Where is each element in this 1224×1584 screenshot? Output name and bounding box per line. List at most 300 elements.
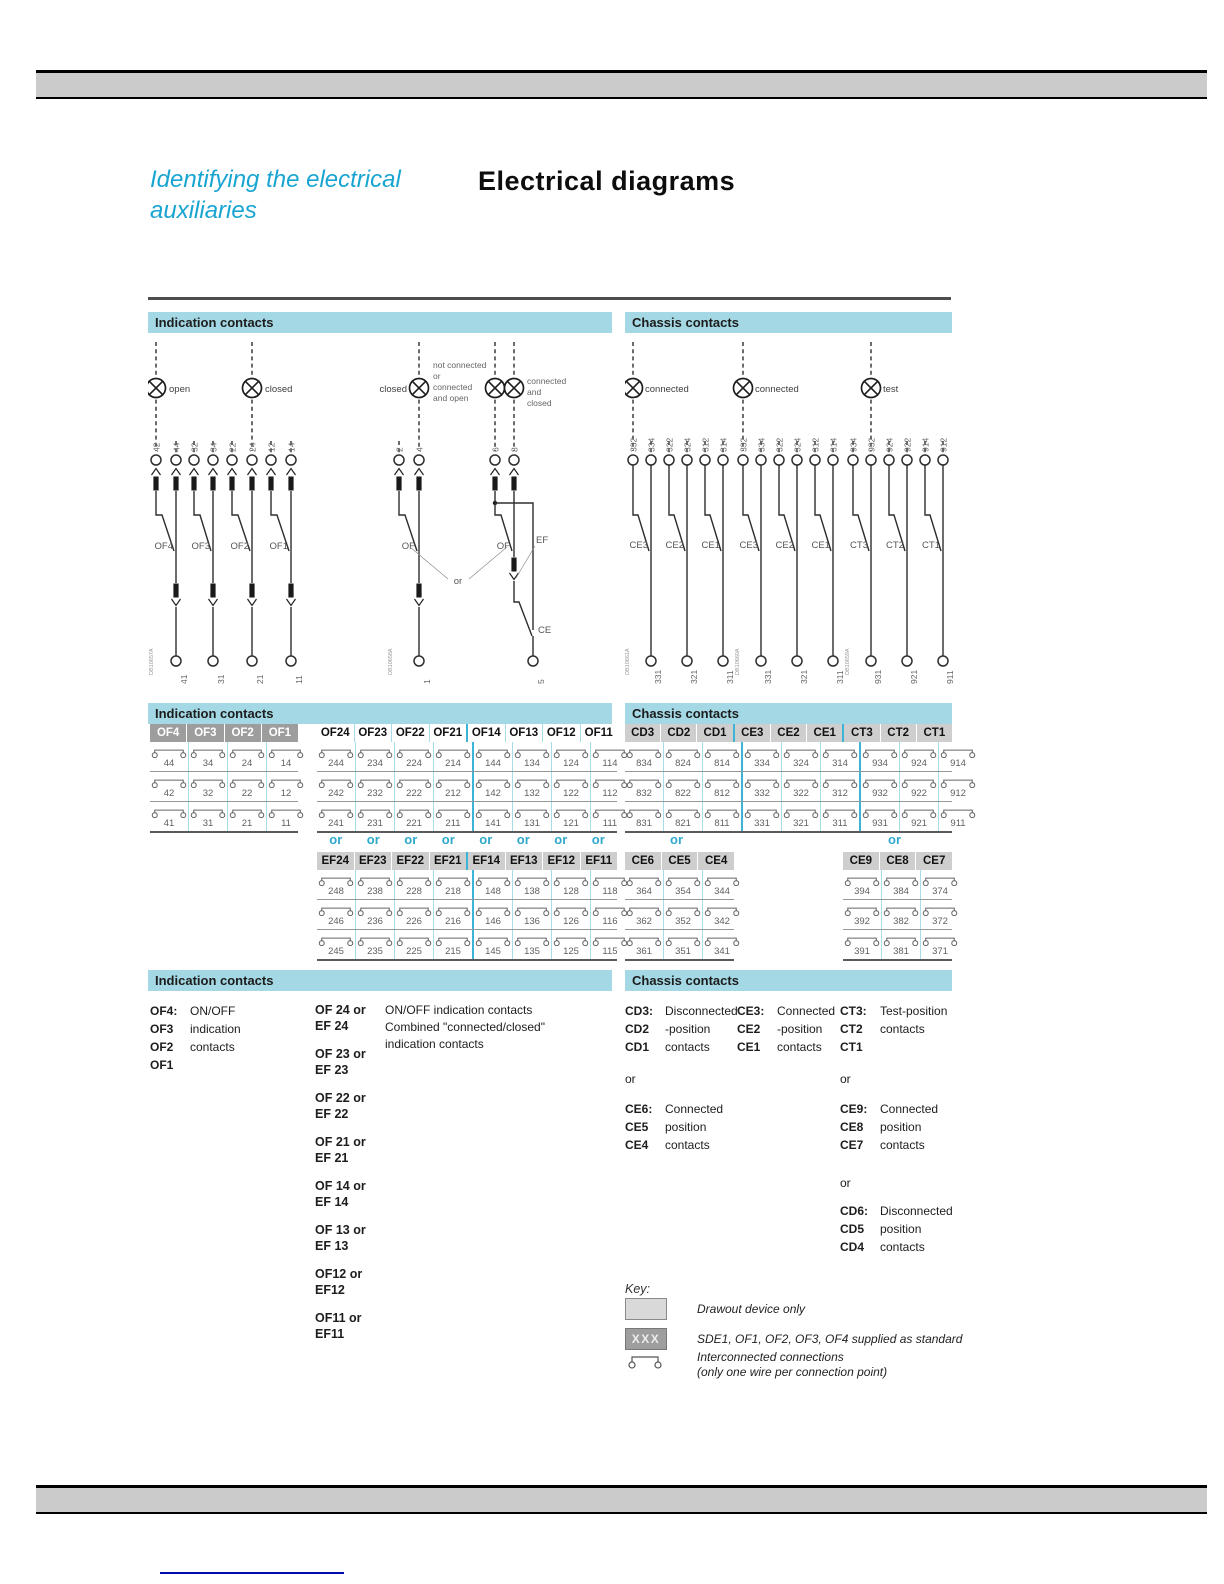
terminal-number: 146 bbox=[485, 916, 501, 927]
contact-cell bbox=[355, 802, 394, 831]
contact-symbol-icon bbox=[474, 776, 512, 788]
contact-symbol-icon bbox=[782, 746, 820, 758]
contact-cell bbox=[394, 772, 433, 801]
contact-symbol-icon bbox=[317, 806, 355, 818]
or-label: or bbox=[591, 832, 605, 847]
contact-symbol-icon bbox=[703, 746, 741, 758]
contact-cell bbox=[433, 802, 472, 831]
section-header-chassis-diagrams: Chassis contacts bbox=[625, 312, 952, 333]
contact-cell bbox=[551, 870, 590, 899]
contact-symbol-icon bbox=[434, 746, 472, 758]
terminal-number: 351 bbox=[675, 946, 691, 957]
terminal-number: 924 bbox=[884, 437, 895, 452]
terminal-number: 911 bbox=[950, 818, 966, 829]
of-ef-pair: OF12 or EF12 bbox=[315, 1267, 363, 1297]
contact-cell bbox=[317, 772, 355, 801]
column-header: OF21 bbox=[429, 724, 467, 742]
contact-symbol-icon bbox=[189, 776, 227, 788]
contact-cell bbox=[702, 870, 741, 899]
terminal-number: 382 bbox=[893, 916, 909, 927]
contact-cell bbox=[150, 742, 188, 771]
contact-symbol-icon bbox=[921, 934, 959, 946]
terminal-number: 314 bbox=[828, 437, 839, 452]
terminal-number: 344 bbox=[714, 886, 730, 897]
terminal-number: 322 bbox=[774, 437, 785, 452]
column-header: CD2 bbox=[660, 724, 696, 742]
terminal-number: 324 bbox=[682, 437, 693, 452]
terminal-number: 225 bbox=[406, 946, 422, 957]
terminal-number: 312 bbox=[810, 437, 821, 452]
contact-description-line: CD1 contacts bbox=[625, 1040, 710, 1054]
contact-cell bbox=[625, 772, 663, 801]
contact-symbol-icon bbox=[703, 934, 741, 946]
contact-cell bbox=[551, 742, 590, 771]
terminal-number: 24 bbox=[241, 758, 253, 769]
contact-symbol-icon bbox=[703, 904, 741, 916]
contact-description-line: OF2 contacts bbox=[150, 1040, 235, 1054]
or-label: or bbox=[366, 832, 380, 847]
contact-symbol-icon bbox=[664, 874, 702, 886]
contact-symbol-icon bbox=[317, 746, 355, 758]
switch-label: CE2 bbox=[775, 540, 794, 551]
contact-symbol-icon bbox=[625, 874, 663, 886]
contact-cell bbox=[590, 742, 629, 771]
terminal-number: 11 bbox=[281, 818, 291, 829]
contact-symbol-icon bbox=[356, 874, 394, 886]
switch-label: OF2 bbox=[230, 541, 249, 552]
contact-symbol-icon bbox=[474, 934, 512, 946]
contact-cell bbox=[317, 802, 355, 831]
terminal-number: 32 bbox=[189, 442, 200, 452]
column-header: OF13 bbox=[505, 724, 543, 742]
drawing-code: DB10660A bbox=[735, 648, 741, 675]
contact-symbol-icon bbox=[189, 806, 227, 818]
contact-cell bbox=[394, 930, 433, 959]
column-header: OF12 bbox=[542, 724, 580, 742]
terminal-number: 332 bbox=[628, 437, 639, 452]
column-header: CE6 bbox=[625, 852, 661, 870]
contact-symbol-icon bbox=[150, 776, 188, 788]
contact-cell bbox=[625, 900, 663, 929]
terminal-number: 214 bbox=[445, 758, 461, 769]
contact-symbol-icon bbox=[882, 934, 920, 946]
terminal-number: 128 bbox=[563, 886, 579, 897]
or-label: or bbox=[625, 1072, 636, 1086]
terminal-number: 314 bbox=[832, 758, 848, 769]
terminal-number: 312 bbox=[700, 437, 711, 452]
contact-cell bbox=[188, 772, 227, 801]
contact-cell bbox=[317, 742, 355, 771]
lamp-label: test bbox=[883, 384, 899, 395]
contact-cell bbox=[355, 870, 394, 899]
column-header: CE5 bbox=[661, 852, 698, 870]
contact-cell bbox=[663, 742, 702, 771]
terminal-number: 11 bbox=[294, 675, 304, 684]
switch-label: CT3 bbox=[850, 540, 868, 551]
terminal-number: 44 bbox=[171, 442, 182, 452]
description-line: indication contacts bbox=[385, 1037, 484, 1051]
terminal-number: 144 bbox=[485, 758, 501, 769]
switch-label: CE1 bbox=[701, 540, 720, 551]
contact-symbol-icon bbox=[591, 904, 629, 916]
terminal-number: 218 bbox=[445, 886, 461, 897]
lamp-label: connected bbox=[645, 384, 689, 395]
switch-label: EF bbox=[536, 535, 549, 546]
terminal-number: 211 bbox=[445, 818, 461, 829]
terminal-number: 121 bbox=[563, 818, 579, 829]
contact-cell bbox=[472, 900, 512, 929]
contact-symbol-icon bbox=[434, 904, 472, 916]
terminal-number: 248 bbox=[328, 886, 344, 897]
column-header: CE3 bbox=[733, 724, 770, 742]
terminal-number: 324 bbox=[792, 437, 803, 452]
contact-symbol-icon bbox=[267, 806, 305, 818]
terminal-number: 821 bbox=[675, 818, 691, 829]
footer-link-underline[interactable] bbox=[160, 1572, 344, 1574]
terminal-number: 141 bbox=[485, 818, 501, 829]
column-header: EF12 bbox=[542, 852, 580, 870]
contact-symbol-icon bbox=[703, 776, 741, 788]
contact-cell bbox=[920, 930, 959, 959]
or-label: or bbox=[840, 1176, 851, 1190]
terminal-number: 321 bbox=[689, 669, 699, 684]
terminal-number: 42 bbox=[151, 442, 162, 452]
contact-cell bbox=[394, 802, 433, 831]
terminal-number: 332 bbox=[754, 788, 770, 799]
terminal-number: 34 bbox=[202, 758, 214, 769]
contact-cell bbox=[843, 900, 881, 929]
terminal-number: 238 bbox=[367, 886, 383, 897]
contact-symbol-icon bbox=[513, 904, 551, 916]
contact-symbol-icon bbox=[900, 776, 938, 788]
terminal-number: 148 bbox=[485, 886, 501, 897]
terminal-number: 364 bbox=[636, 886, 652, 897]
contact-description-line: CE3: Connected bbox=[737, 1004, 836, 1018]
contact-symbol-icon bbox=[843, 904, 881, 916]
section-header-chassis-table: Chassis contacts bbox=[625, 703, 952, 724]
terminal-number: 912 bbox=[938, 437, 949, 452]
terminal-number: 145 bbox=[485, 946, 501, 957]
section-header-indication-text: Indication contacts bbox=[148, 970, 612, 991]
contact-symbol-icon bbox=[434, 934, 472, 946]
contact-symbol-icon bbox=[900, 806, 938, 818]
cd456-description bbox=[840, 1202, 953, 1256]
contact-description-line: CT1 bbox=[840, 1040, 863, 1054]
contact-cell bbox=[512, 802, 551, 831]
lamp-closed-icon bbox=[243, 379, 262, 398]
contact-symbol-icon bbox=[356, 934, 394, 946]
terminal-number: 311 bbox=[832, 818, 848, 829]
terminal-number: 342 bbox=[714, 916, 730, 927]
terminal-number: 125 bbox=[563, 946, 579, 957]
contact-cell bbox=[472, 930, 512, 959]
of-ef-pair: OF 21 or EF 21 bbox=[315, 1135, 366, 1165]
ce789-description bbox=[840, 1100, 938, 1154]
contact-cell bbox=[227, 802, 266, 831]
contact-symbol-icon bbox=[921, 904, 959, 916]
contact-symbol-icon bbox=[861, 776, 899, 788]
contact-symbol-icon bbox=[782, 776, 820, 788]
contact-symbol-icon bbox=[552, 776, 590, 788]
contact-cell bbox=[150, 772, 188, 801]
terminal-number: 814 bbox=[714, 758, 730, 769]
or-row bbox=[317, 832, 617, 847]
terminal-number: 115 bbox=[602, 946, 618, 957]
column-header: CT3 bbox=[842, 724, 879, 742]
drawing-code: DB10658A bbox=[388, 648, 394, 675]
terminal-number: 126 bbox=[563, 916, 579, 927]
terminal-number: 216 bbox=[445, 916, 461, 927]
contact-symbol-icon bbox=[591, 806, 629, 818]
terminal-number: 12 bbox=[280, 788, 292, 799]
contact-cell bbox=[512, 742, 551, 771]
lamp-label: connected bbox=[527, 376, 567, 386]
terminal-number: 921 bbox=[911, 818, 927, 829]
terminal-number: 934 bbox=[848, 437, 859, 452]
contact-cell bbox=[590, 772, 629, 801]
terminal-number: 215 bbox=[445, 946, 461, 957]
terminal-number: 812 bbox=[714, 788, 730, 799]
terminal-number: 244 bbox=[328, 758, 344, 769]
contact-description-line: CT3: Test-position bbox=[840, 1004, 948, 1018]
contact-description-line: CE5 position bbox=[625, 1120, 707, 1134]
indication-of2x-table bbox=[317, 724, 617, 833]
or-label: or bbox=[888, 832, 901, 847]
contact-cell bbox=[227, 772, 266, 801]
switch-label: OF bbox=[401, 541, 415, 552]
contact-cell bbox=[702, 742, 741, 771]
contact-cell bbox=[512, 900, 551, 929]
or-label: or bbox=[453, 576, 463, 587]
contact-symbol-icon bbox=[267, 776, 305, 788]
contact-symbol-icon bbox=[625, 746, 663, 758]
contact-symbol-icon bbox=[921, 874, 959, 886]
terminal-number: 34 bbox=[208, 442, 219, 452]
contact-cell bbox=[881, 930, 920, 959]
lamp-connected-icon bbox=[734, 379, 753, 398]
contact-cell bbox=[781, 772, 820, 801]
indication-ef-table bbox=[317, 852, 617, 961]
contact-cell bbox=[625, 870, 663, 899]
switch-label: OF bbox=[496, 541, 510, 552]
terminal-number: 221 bbox=[406, 818, 422, 829]
contact-symbol-icon bbox=[474, 874, 512, 886]
chassis-main-table bbox=[625, 724, 966, 833]
terminal-number: 112 bbox=[602, 788, 618, 799]
contact-cell bbox=[590, 802, 629, 831]
terminal-number: 116 bbox=[602, 916, 618, 927]
contact-symbol-icon bbox=[395, 746, 433, 758]
contact-symbol-icon bbox=[150, 806, 188, 818]
column-header: OF1 bbox=[261, 724, 298, 742]
switch-label: CT1 bbox=[922, 540, 940, 551]
terminal-number: 111 bbox=[602, 818, 618, 829]
contact-cell bbox=[433, 900, 472, 929]
terminal-number: 324 bbox=[793, 758, 809, 769]
indication-of-description bbox=[150, 1002, 241, 1074]
contact-description-line: CD4 contacts bbox=[840, 1240, 925, 1254]
terminal-number: 22 bbox=[241, 788, 253, 799]
contact-cell bbox=[551, 772, 590, 801]
column-header: EF21 bbox=[429, 852, 467, 870]
terminal-number: 331 bbox=[763, 669, 773, 684]
contact-cell bbox=[472, 742, 512, 771]
cd-description bbox=[625, 1002, 738, 1056]
contact-symbol-icon bbox=[843, 874, 881, 886]
contact-cell bbox=[881, 870, 920, 899]
contact-symbol-icon bbox=[267, 746, 305, 758]
or-label: or bbox=[670, 832, 683, 847]
column-header: OF3 bbox=[186, 724, 223, 742]
lamp-connected-closed-icon bbox=[505, 379, 524, 398]
lamp-label: open bbox=[169, 384, 191, 395]
lamp-label: closed bbox=[265, 384, 293, 395]
column-header: CE7 bbox=[915, 852, 952, 870]
contact-symbol-icon bbox=[552, 806, 590, 818]
page-subtitle bbox=[150, 164, 401, 226]
bottom-divider-band bbox=[36, 1485, 1207, 1514]
contact-symbol-icon bbox=[552, 904, 590, 916]
switch-label: CE bbox=[538, 625, 552, 636]
contact-cell bbox=[663, 900, 702, 929]
lamp-label: or bbox=[433, 371, 441, 381]
contact-cell bbox=[663, 870, 702, 899]
contact-description-line: CE9: Connected bbox=[840, 1102, 939, 1116]
contact-symbol-icon bbox=[395, 776, 433, 788]
contact-symbol-icon bbox=[625, 776, 663, 788]
contact-symbol-icon bbox=[743, 776, 781, 788]
contact-cell bbox=[702, 802, 741, 831]
terminal-number: 31 bbox=[216, 674, 226, 684]
contact-symbol-icon bbox=[317, 934, 355, 946]
terminal-number: 44 bbox=[163, 758, 175, 769]
key-drawout-text: Drawout device only bbox=[697, 1302, 806, 1316]
contact-symbol-icon bbox=[591, 776, 629, 788]
contact-description-line: OF4: ON/OFF bbox=[150, 1004, 236, 1018]
contact-symbol-icon bbox=[395, 874, 433, 886]
lamp-test-icon bbox=[862, 379, 881, 398]
or-label: or bbox=[329, 832, 343, 847]
terminal-number: 391 bbox=[854, 946, 870, 957]
contact-symbol-icon bbox=[900, 746, 938, 758]
terminal-number: 932 bbox=[872, 788, 888, 799]
contact-symbol-icon bbox=[552, 746, 590, 758]
contact-symbol-icon bbox=[395, 934, 433, 946]
contact-cell bbox=[590, 930, 629, 959]
column-header: CE4 bbox=[697, 852, 734, 870]
contact-symbol-icon bbox=[882, 874, 920, 886]
or-label: or bbox=[441, 832, 455, 847]
contact-cell bbox=[472, 802, 512, 831]
contact-description-line: CD3: Disconnected bbox=[625, 1004, 738, 1018]
contact-symbol-icon bbox=[356, 904, 394, 916]
terminal-number: 222 bbox=[406, 788, 422, 799]
terminal-number: 226 bbox=[406, 916, 422, 927]
contact-cell bbox=[394, 742, 433, 771]
lamp-connected-icon bbox=[625, 379, 643, 398]
terminal-number: 911 bbox=[945, 670, 955, 684]
contact-symbol-icon bbox=[395, 904, 433, 916]
contact-cell bbox=[781, 802, 820, 831]
contact-cell bbox=[625, 930, 663, 959]
contact-symbol-icon bbox=[513, 746, 551, 758]
contact-description-line: OF1 bbox=[150, 1058, 174, 1072]
lamp-label: and open bbox=[433, 393, 469, 403]
terminal-number: 8 bbox=[509, 447, 520, 452]
contact-symbol-icon bbox=[228, 776, 266, 788]
terminal-number: 394 bbox=[854, 886, 870, 897]
contact-cell bbox=[551, 930, 590, 959]
description-line: Combined "connected/closed" bbox=[385, 1020, 545, 1034]
contact-cell bbox=[355, 772, 394, 801]
contact-cell bbox=[741, 742, 781, 771]
terminal-number: 332 bbox=[738, 437, 749, 452]
contact-symbol-icon bbox=[552, 874, 590, 886]
terminal-number: 246 bbox=[328, 916, 344, 927]
contact-cell bbox=[625, 742, 663, 771]
column-header: EF11 bbox=[580, 852, 618, 870]
contact-symbol-icon bbox=[664, 904, 702, 916]
contact-cell bbox=[881, 900, 920, 929]
contact-symbol-icon bbox=[843, 934, 881, 946]
contact-description-line: CE8 position bbox=[840, 1120, 922, 1134]
contact-symbol-icon bbox=[317, 874, 355, 886]
contact-cell bbox=[859, 772, 899, 801]
terminal-number: 914 bbox=[950, 758, 966, 769]
contact-symbol-icon bbox=[625, 904, 663, 916]
terminal-number: 2 bbox=[394, 447, 405, 452]
contact-cell bbox=[433, 742, 472, 771]
contact-cell bbox=[472, 870, 512, 899]
terminal-number: 134 bbox=[524, 758, 540, 769]
key-interconnected-line2: (only one wire per connection point) bbox=[697, 1365, 888, 1379]
contact-symbol-icon bbox=[861, 806, 899, 818]
terminal-number: 354 bbox=[675, 886, 691, 897]
terminal-number: 384 bbox=[893, 886, 909, 897]
key-standard-swatch: XXX bbox=[625, 1328, 667, 1350]
column-header: OF23 bbox=[354, 724, 392, 742]
terminal-number: 135 bbox=[524, 946, 540, 957]
description-line: ON/OFF indication contacts bbox=[385, 1003, 533, 1017]
contact-symbol-icon bbox=[821, 806, 859, 818]
contact-symbol-icon bbox=[434, 776, 472, 788]
of-ef-pair: OF 14 or EF 14 bbox=[315, 1179, 366, 1209]
contact-cell bbox=[266, 802, 305, 831]
terminal-number: 131 bbox=[524, 818, 540, 829]
or-label: or bbox=[554, 832, 568, 847]
terminal-number: 361 bbox=[636, 946, 652, 957]
contact-cell bbox=[355, 930, 394, 959]
column-header: EF22 bbox=[391, 852, 429, 870]
terminal-number: 241 bbox=[328, 818, 344, 829]
contact-symbol-icon bbox=[939, 776, 977, 788]
drawing-code: DB10657A bbox=[149, 648, 155, 675]
contact-symbol-icon bbox=[591, 934, 629, 946]
key-drawout-swatch bbox=[625, 1298, 667, 1320]
terminal-number: 224 bbox=[406, 758, 422, 769]
column-header: EF13 bbox=[505, 852, 543, 870]
contact-cell bbox=[551, 900, 590, 929]
switch-label: OF4 bbox=[154, 541, 173, 552]
contact-symbol-icon bbox=[625, 806, 663, 818]
terminal-number: 212 bbox=[445, 788, 461, 799]
terminal-number: 31 bbox=[202, 818, 214, 829]
switch-label: CE2 bbox=[665, 540, 684, 551]
of-ef-pair: OF 23 or EF 23 bbox=[315, 1047, 366, 1077]
terminal-number: 924 bbox=[911, 758, 927, 769]
column-header: CE9 bbox=[843, 852, 879, 870]
terminal-number: 12 bbox=[266, 442, 277, 452]
